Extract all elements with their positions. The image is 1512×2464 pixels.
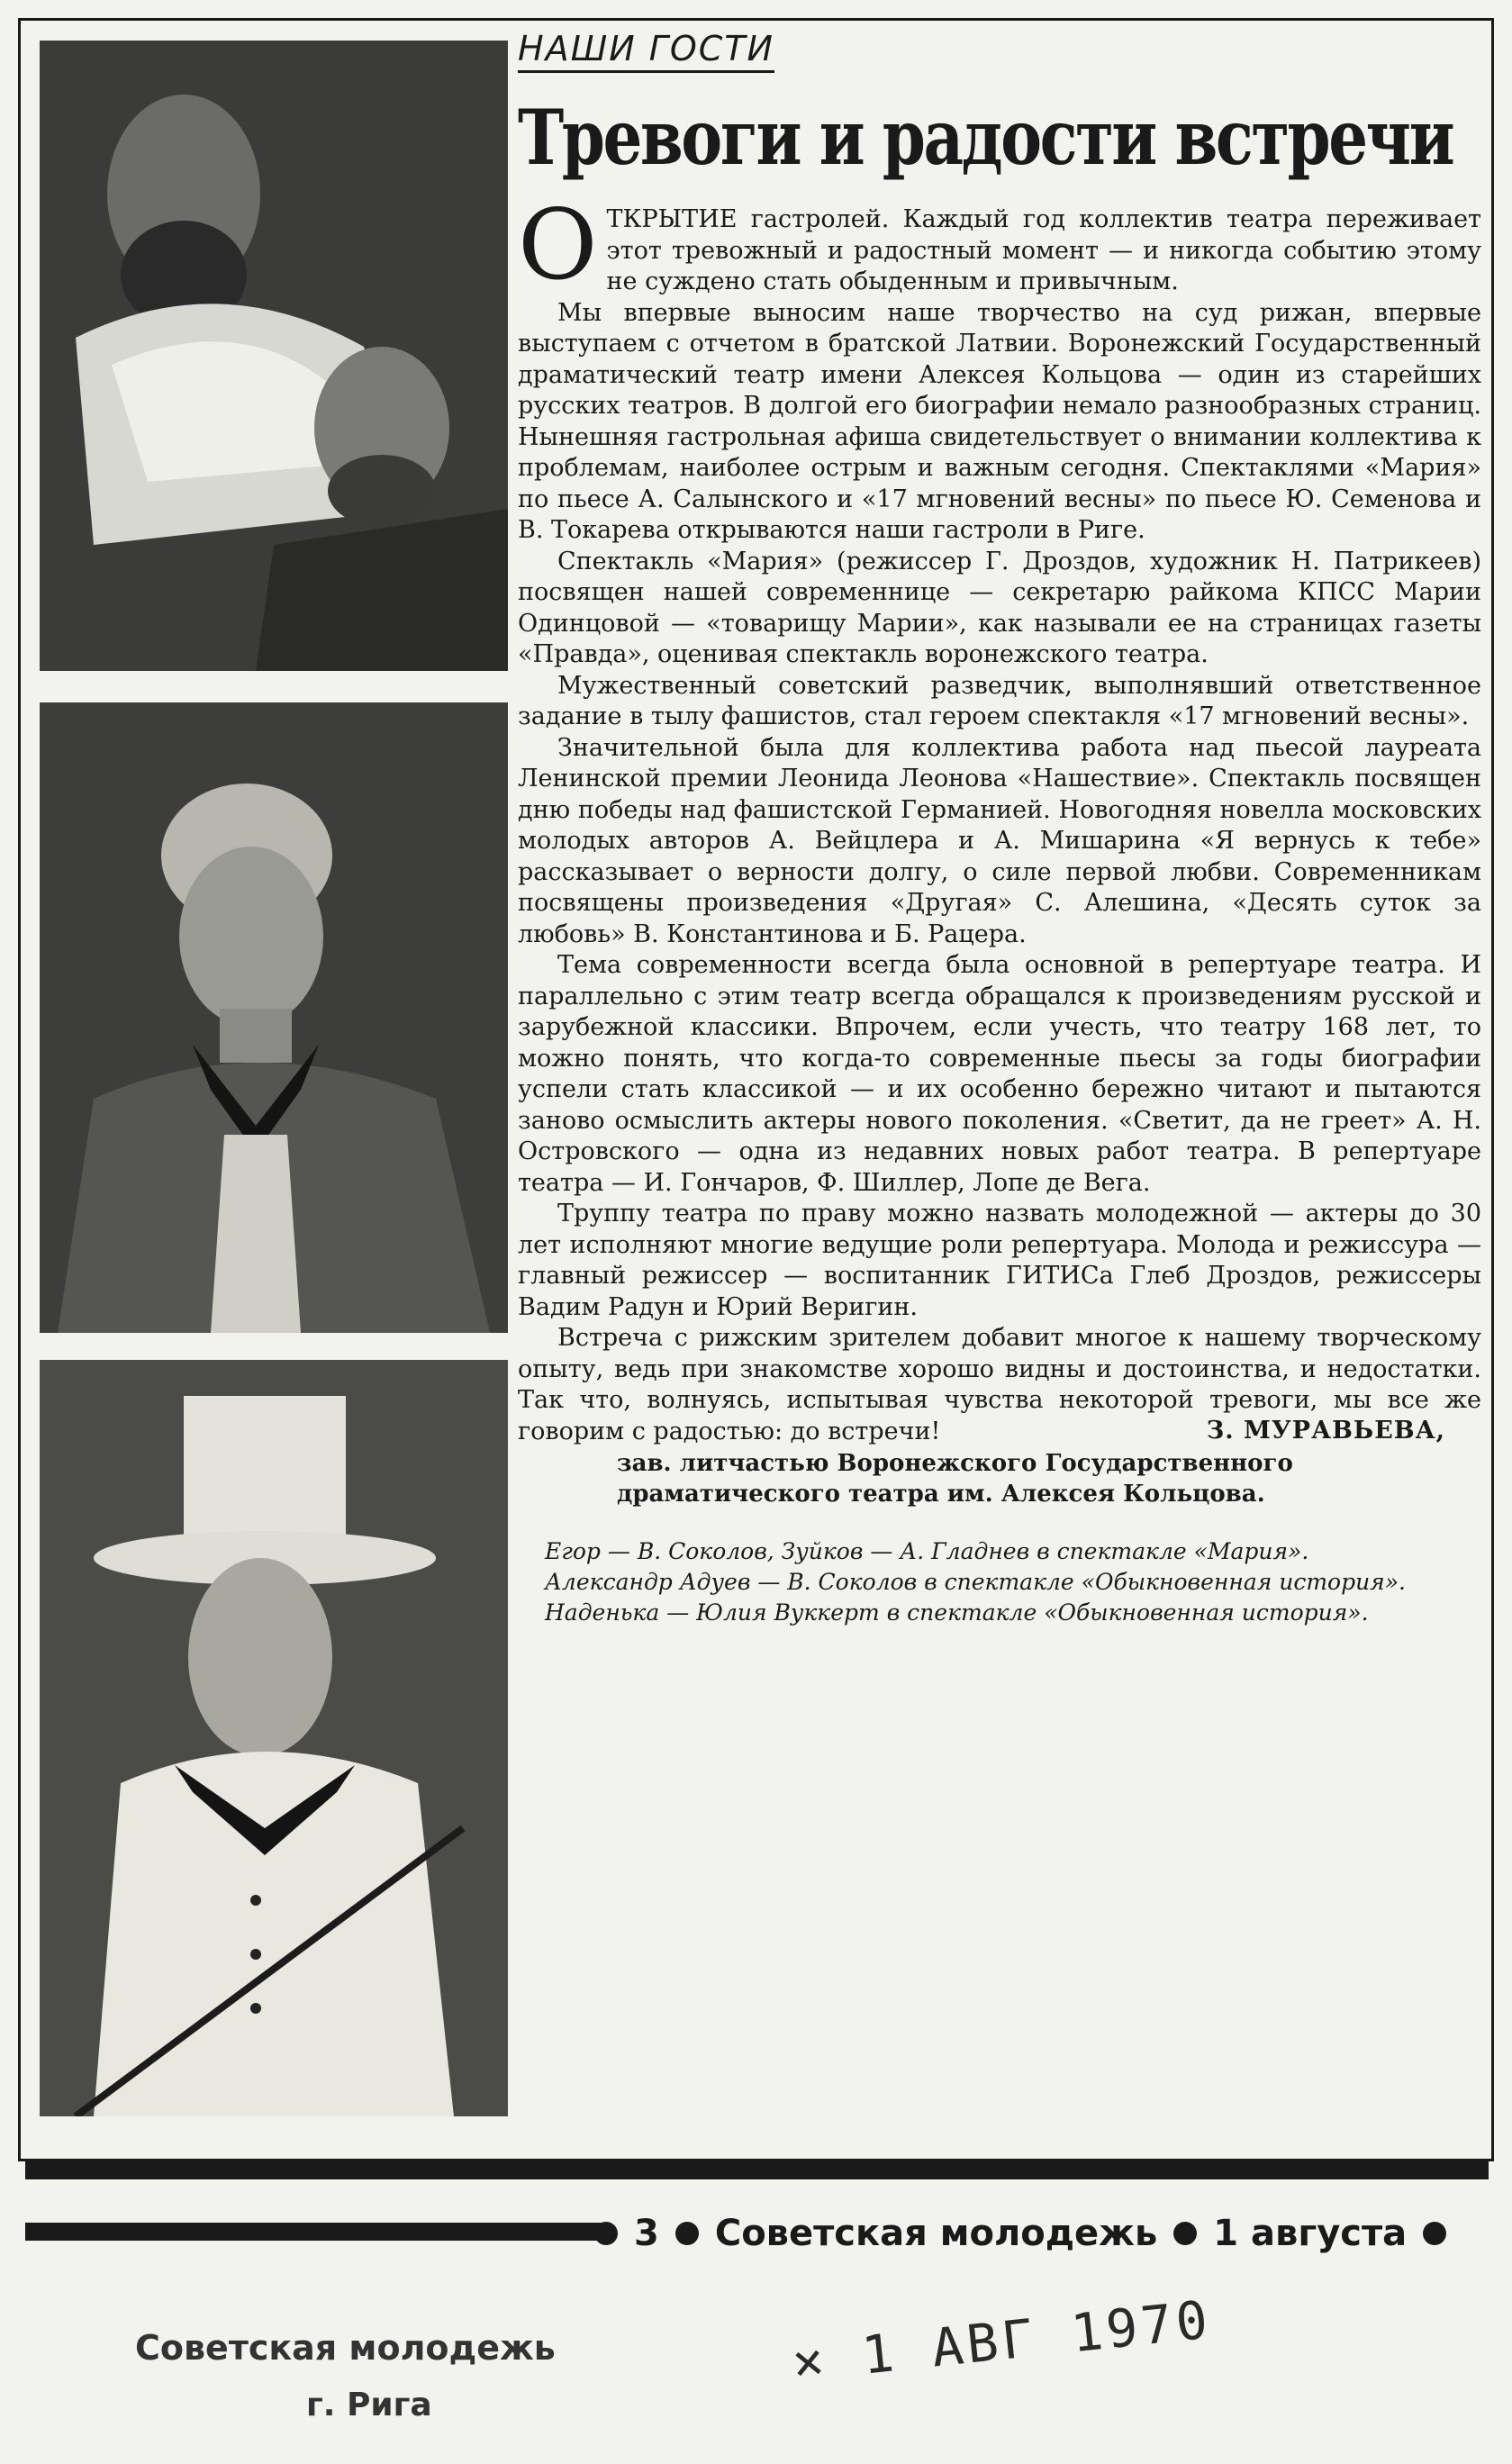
headline: Тревоги и радости встречи xyxy=(518,93,1453,182)
photo-man-in-coat xyxy=(40,702,508,1333)
paragraph: ОТКРЫТИЕ гастролей. Каждый год коллектив театра переживает этот тревожный и радостный момент — и никогда событию этому не суждено стать обыденным и привычным. xyxy=(518,189,1481,303)
article-column xyxy=(518,29,1481,1628)
caption: Егор — В. Соколов, Зуйков — А. Гладнев в спектакле «Мария». xyxy=(545,1538,1309,1565)
paragraph: Мы впервые выносим наше творчество на суд рижан, впервые выступаем с отчетом в братской Латвии. Воронежский Государственный драматический театр имени Алексея Кольцова — один из старейших русских театров. В долгой его биографии немало разнообразных страниц. Нынешняя гастрольная афиша свидетельствует о внимании коллектива к проблемам, наиболее острым и важным сегодня. Спектаклями «Мария» по пьесе А. Салынского и «17 мгновений весны» по пьесе Ю. Семенова и В. Токарева открываются наши гастроли в Риге. xyxy=(518,298,1481,545)
bullet-icon xyxy=(675,2222,699,2245)
paragraph: Труппу театра по праву можно назвать молодежной — актеры до 30 лет исполняют многие ведущие роли репертуара. Молода и режиссура — главный режиссер — воспитанник ГИТИСа Глеб Дроздов, режиссеры Вадим Радун и Юрий Веригин. xyxy=(518,1200,1481,1321)
photo-captions xyxy=(518,1536,1481,1628)
page-number: 3 xyxy=(634,2213,659,2254)
paragraph: Значительной была для коллектива работа над пьесой лауреата Ленинской премии Леонида Леонова «Нашествие». Спектакль посвящен дню победы над фашистской Германией. Новогодняя новелла московских молодых авторов А. Вейцлера и А. Мишарина «Я вернусь к тебе» рассказывает о верности долгу, о силе первой любви. Современникам посвящены произведения «Другая» С. Алешина, «Десять суток за любовь» В. Константинова и Б. Рацера. xyxy=(518,733,1481,948)
bullet-icon xyxy=(594,2222,618,2245)
article-body xyxy=(518,189,1481,1509)
author-signature: З. МУРАВЬЕВА, xyxy=(1206,1417,1445,1445)
footer-rule xyxy=(25,2161,1489,2179)
photo-woman-in-hat xyxy=(40,1360,508,2116)
paragraph: Тема современности всегда была основной в репертуаре театра. И параллельно с этим театр всегда обращался к произведениям русской и зарубежной классики. Впрочем, если учесть, что театру 168 лет, то можно понять, что когда-то современные пьесы за годы биографии успели стать классикой — и их особенно бережно читают и пытаются заново осмыслить актеры нового поколения. «Светит, да не греет» А. Н. Островского — одна из недавних новых работ театра. В репертуаре театра — И. Гончаров, Ф. Шиллер, Лопе де Вега. xyxy=(518,951,1481,1197)
caption: Наденька — Юлия Вуккерт в спектакле «Обыкновенная история». xyxy=(545,1599,1369,1626)
archive-stamp-newspaper: Советская молодежь xyxy=(135,2328,556,2368)
paragraph: Встреча с рижским зрителем добавит многое к нашему творческому опыту, ведь при знакомстве хорошо видны и достоинства, и недостатки. Так что, волнуясь, испытывая чувства некоторой тревоги, мы все же говорим с радостью: до встречи! xyxy=(518,1324,1481,1445)
archive-stamp-date: × 1 АВГ 1970 xyxy=(789,2288,1215,2394)
issue-date: 1 августа xyxy=(1213,2213,1408,2254)
caption: Александр Адуев — В. Соколов в спектакле «Обыкновенная история». xyxy=(545,1569,1406,1596)
newspaper-name: Советская молодежь xyxy=(714,2213,1158,2254)
photo-two-men xyxy=(40,41,508,671)
dropcap: О xyxy=(518,189,598,303)
rubric: НАШИ ГОСТИ xyxy=(518,29,774,73)
bullet-icon xyxy=(1423,2222,1446,2245)
bullet-icon xyxy=(1173,2222,1197,2245)
archive-stamp-city: г. Рига xyxy=(306,2387,432,2423)
paragraph: Мужественный советский разведчик, выполнявший ответственное задание в тылу фашистов, стал героем спектакля «17 мгновений весны». xyxy=(518,671,1481,731)
paragraph: Спектакль «Мария» (режиссер Г. Дроздов, художник Н. Патрикеев) посвящен нашей современнице — секретарю райкома КПСС Марии Одинцовой — «товарищу Марии», как называли ее на страницах газеты «Правда», оценивая спектакль воронежского театра. xyxy=(518,547,1481,669)
footer-rule xyxy=(25,2223,602,2241)
page-footer xyxy=(594,2205,1495,2262)
author-position: зав. литчастью Воронежского Государственного драматического театра им. Алексея Кольцова. xyxy=(617,1450,1293,1508)
